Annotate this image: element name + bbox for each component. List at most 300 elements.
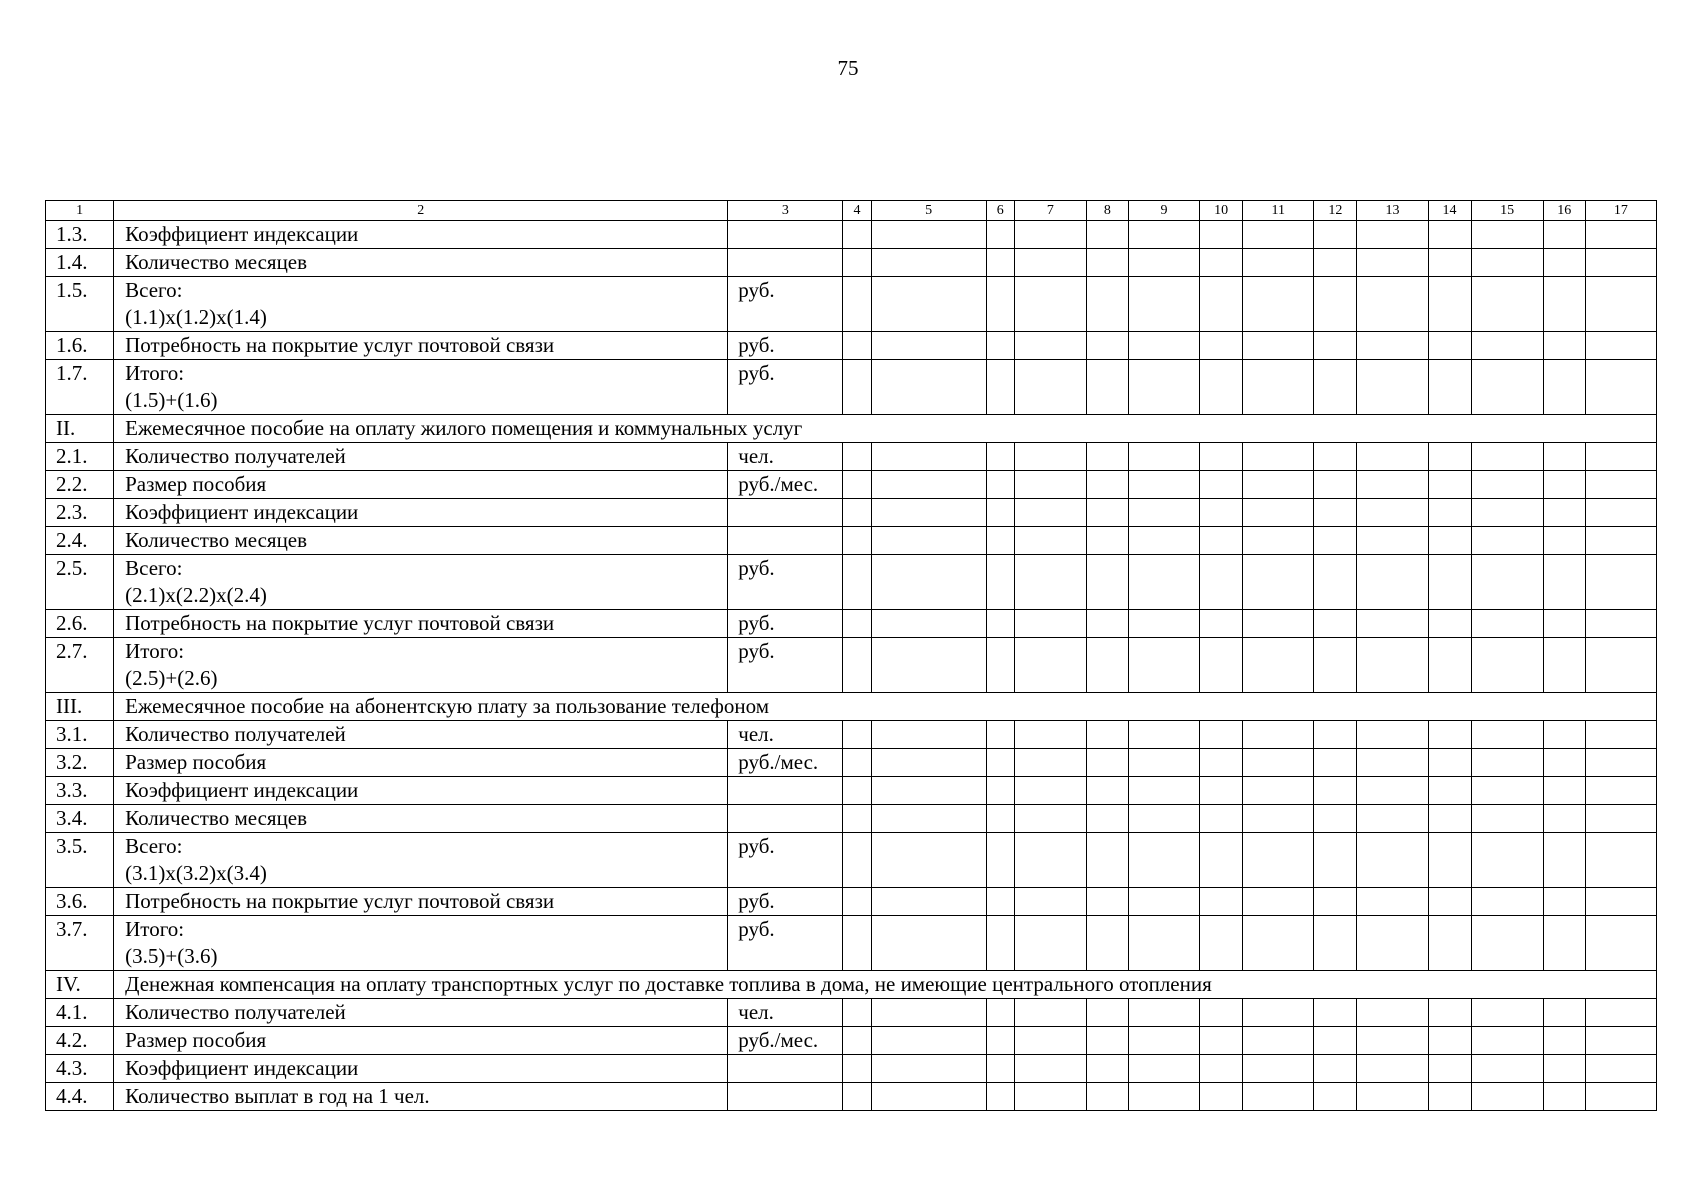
empty-value-cell	[1128, 277, 1199, 332]
empty-value-cell	[1086, 1083, 1128, 1111]
empty-value-cell	[1471, 777, 1543, 805]
empty-value-cell	[1243, 888, 1314, 916]
row-label: Всего:	[125, 278, 183, 302]
empty-value-cell	[1243, 638, 1314, 693]
empty-value-cell	[1543, 610, 1585, 638]
empty-value-cell	[1200, 805, 1243, 833]
empty-value-cell	[986, 471, 1014, 499]
empty-value-cell	[843, 833, 871, 888]
empty-value-cell	[1314, 777, 1357, 805]
empty-value-cell	[1428, 499, 1471, 527]
empty-value-cell	[986, 555, 1014, 610]
table-row	[46, 888, 1657, 916]
empty-value-cell	[1471, 499, 1543, 527]
empty-value-cell	[1086, 1055, 1128, 1083]
empty-value-cell	[1200, 527, 1243, 555]
row-label-cell	[114, 916, 728, 971]
row-number: 1.5.	[46, 277, 114, 332]
row-label: Итого:	[125, 639, 185, 663]
column-number-cell: 9	[1128, 201, 1199, 221]
row-number: 4.3.	[46, 1055, 114, 1083]
row-label-cell	[114, 999, 728, 1027]
table-row	[46, 638, 1657, 693]
row-number: 2.5.	[46, 555, 114, 610]
empty-value-cell	[1014, 499, 1086, 527]
empty-value-cell	[843, 888, 871, 916]
empty-value-cell	[1314, 916, 1357, 971]
empty-value-cell	[1243, 1027, 1314, 1055]
empty-value-cell	[986, 221, 1014, 249]
unit-cell: руб.	[728, 610, 843, 638]
column-number-cell: 6	[986, 201, 1014, 221]
row-formula: (3.5)+(3.6)	[125, 944, 218, 968]
empty-value-cell	[843, 360, 871, 415]
empty-value-cell	[1428, 249, 1471, 277]
empty-value-cell	[1471, 360, 1543, 415]
unit-cell: руб.	[728, 888, 843, 916]
row-label: Коэффициент индексации	[125, 500, 359, 524]
row-label: Коэффициент индексации	[125, 1056, 359, 1080]
column-number-cell: 5	[871, 201, 986, 221]
row-number: IV.	[46, 971, 114, 999]
budget-table	[45, 200, 1657, 1111]
empty-value-cell	[843, 916, 871, 971]
row-label: Размер пособия	[125, 472, 267, 496]
empty-value-cell	[1428, 833, 1471, 888]
table-row	[46, 221, 1657, 249]
empty-value-cell	[871, 721, 986, 749]
empty-value-cell	[1200, 1055, 1243, 1083]
row-number: 3.6.	[46, 888, 114, 916]
empty-value-cell	[1357, 999, 1428, 1027]
row-label: Количество выплат в год на 1 чел.	[125, 1084, 430, 1108]
empty-value-cell	[1086, 249, 1128, 277]
empty-value-cell	[1243, 721, 1314, 749]
empty-value-cell	[1243, 471, 1314, 499]
empty-value-cell	[1314, 360, 1357, 415]
row-label-cell	[114, 277, 728, 332]
empty-value-cell	[1314, 1055, 1357, 1083]
empty-value-cell	[1585, 1027, 1656, 1055]
empty-value-cell	[1471, 332, 1543, 360]
empty-value-cell	[1543, 221, 1585, 249]
row-label-cell	[114, 610, 728, 638]
empty-value-cell	[1471, 443, 1543, 471]
row-label: Коэффициент индексации	[125, 778, 359, 802]
row-label-cell	[114, 471, 728, 499]
empty-value-cell	[1314, 332, 1357, 360]
empty-value-cell	[843, 999, 871, 1027]
empty-value-cell	[986, 749, 1014, 777]
section-title: Ежемесячное пособие на абонентскую плату за пользование телефоном	[114, 693, 1657, 721]
unit-cell: руб.	[728, 638, 843, 693]
empty-value-cell	[1314, 277, 1357, 332]
column-number-cell: 2	[114, 201, 728, 221]
empty-value-cell	[1200, 610, 1243, 638]
empty-value-cell	[1428, 221, 1471, 249]
empty-value-cell	[1585, 332, 1656, 360]
unit-cell: руб.	[728, 332, 843, 360]
row-number: 1.6.	[46, 332, 114, 360]
row-number: 2.6.	[46, 610, 114, 638]
empty-value-cell	[1585, 999, 1656, 1027]
table-row	[46, 721, 1657, 749]
section-row	[46, 415, 1657, 443]
table-row	[46, 277, 1657, 332]
empty-value-cell	[843, 332, 871, 360]
empty-value-cell	[1086, 888, 1128, 916]
empty-value-cell	[1086, 749, 1128, 777]
row-label: Потребность на покрытие услуг почтовой связи	[125, 889, 555, 913]
empty-value-cell	[1357, 1055, 1428, 1083]
empty-value-cell	[1428, 610, 1471, 638]
empty-value-cell	[1471, 833, 1543, 888]
empty-value-cell	[1543, 499, 1585, 527]
row-label-cell	[114, 499, 728, 527]
empty-value-cell	[986, 360, 1014, 415]
empty-value-cell	[1428, 555, 1471, 610]
empty-value-cell	[1243, 221, 1314, 249]
table-row	[46, 443, 1657, 471]
row-number: 1.4.	[46, 249, 114, 277]
column-number-cell: 8	[1086, 201, 1128, 221]
empty-value-cell	[986, 916, 1014, 971]
table-header-row	[46, 201, 1657, 221]
empty-value-cell	[1200, 221, 1243, 249]
empty-value-cell	[1428, 277, 1471, 332]
row-formula: (2.5)+(2.6)	[125, 666, 218, 690]
empty-value-cell	[1314, 638, 1357, 693]
empty-value-cell	[871, 471, 986, 499]
empty-value-cell	[1128, 833, 1199, 888]
row-label: Количество получателей	[125, 1000, 346, 1024]
empty-value-cell	[986, 332, 1014, 360]
table-row	[46, 777, 1657, 805]
empty-value-cell	[1014, 916, 1086, 971]
empty-value-cell	[1471, 277, 1543, 332]
empty-value-cell	[1128, 1027, 1199, 1055]
empty-value-cell	[1086, 527, 1128, 555]
empty-value-cell	[871, 332, 986, 360]
empty-value-cell	[1200, 471, 1243, 499]
empty-value-cell	[986, 999, 1014, 1027]
empty-value-cell	[1314, 443, 1357, 471]
empty-value-cell	[1543, 332, 1585, 360]
empty-value-cell	[1243, 360, 1314, 415]
empty-value-cell	[871, 610, 986, 638]
empty-value-cell	[1086, 499, 1128, 527]
empty-value-cell	[1357, 471, 1428, 499]
empty-value-cell	[1428, 332, 1471, 360]
empty-value-cell	[1243, 527, 1314, 555]
empty-value-cell	[843, 277, 871, 332]
empty-value-cell	[1200, 332, 1243, 360]
row-label: Количество месяцев	[125, 250, 308, 274]
empty-value-cell	[1200, 360, 1243, 415]
empty-value-cell	[1471, 888, 1543, 916]
row-label: Потребность на покрытие услуг почтовой связи	[125, 611, 555, 635]
empty-value-cell	[1428, 638, 1471, 693]
empty-value-cell	[1314, 610, 1357, 638]
empty-value-cell	[1243, 249, 1314, 277]
row-formula: (3.1)x(3.2)x(3.4)	[125, 861, 267, 885]
empty-value-cell	[1243, 1083, 1314, 1111]
empty-value-cell	[1543, 999, 1585, 1027]
empty-value-cell	[1243, 443, 1314, 471]
table-row	[46, 332, 1657, 360]
empty-value-cell	[1128, 360, 1199, 415]
empty-value-cell	[1014, 471, 1086, 499]
empty-value-cell	[1543, 1027, 1585, 1055]
empty-value-cell	[871, 999, 986, 1027]
row-label: Итого:	[125, 361, 185, 385]
row-label-cell	[114, 249, 728, 277]
section-row	[46, 693, 1657, 721]
table-row	[46, 360, 1657, 415]
unit-cell: руб.	[728, 360, 843, 415]
empty-value-cell	[1357, 1027, 1428, 1055]
empty-value-cell	[1014, 721, 1086, 749]
empty-value-cell	[1471, 471, 1543, 499]
empty-value-cell	[1014, 777, 1086, 805]
empty-value-cell	[843, 721, 871, 749]
empty-value-cell	[1128, 1083, 1199, 1111]
empty-value-cell	[1357, 221, 1428, 249]
empty-value-cell	[871, 1055, 986, 1083]
empty-value-cell	[1428, 721, 1471, 749]
empty-value-cell	[1014, 805, 1086, 833]
empty-value-cell	[1543, 527, 1585, 555]
row-label: Количество месяцев	[125, 528, 308, 552]
table-row	[46, 1055, 1657, 1083]
empty-value-cell	[1585, 555, 1656, 610]
empty-value-cell	[1357, 527, 1428, 555]
empty-value-cell	[1357, 749, 1428, 777]
empty-value-cell	[1471, 527, 1543, 555]
empty-value-cell	[843, 777, 871, 805]
empty-value-cell	[1585, 277, 1656, 332]
empty-value-cell	[1200, 916, 1243, 971]
table-body	[46, 201, 1657, 1111]
column-number-cell: 1	[46, 201, 114, 221]
table-row	[46, 1027, 1657, 1055]
empty-value-cell	[843, 499, 871, 527]
empty-value-cell	[1200, 499, 1243, 527]
row-number: 1.3.	[46, 221, 114, 249]
empty-value-cell	[1086, 221, 1128, 249]
empty-value-cell	[1471, 221, 1543, 249]
empty-value-cell	[1128, 332, 1199, 360]
empty-value-cell	[1357, 833, 1428, 888]
empty-value-cell	[1471, 1055, 1543, 1083]
unit-cell	[728, 249, 843, 277]
empty-value-cell	[1428, 360, 1471, 415]
row-number: 2.3.	[46, 499, 114, 527]
empty-value-cell	[1585, 916, 1656, 971]
empty-value-cell	[1314, 805, 1357, 833]
empty-value-cell	[1243, 610, 1314, 638]
row-label-cell	[114, 1027, 728, 1055]
unit-cell	[728, 777, 843, 805]
empty-value-cell	[1314, 999, 1357, 1027]
row-label: Количество месяцев	[125, 806, 308, 830]
row-label-cell	[114, 1055, 728, 1083]
empty-value-cell	[1128, 443, 1199, 471]
empty-value-cell	[1200, 443, 1243, 471]
empty-value-cell	[986, 805, 1014, 833]
empty-value-cell	[1471, 610, 1543, 638]
empty-value-cell	[1200, 999, 1243, 1027]
empty-value-cell	[1543, 833, 1585, 888]
empty-value-cell	[1014, 249, 1086, 277]
empty-value-cell	[1086, 360, 1128, 415]
empty-value-cell	[1428, 471, 1471, 499]
empty-value-cell	[1428, 1027, 1471, 1055]
empty-value-cell	[986, 1055, 1014, 1083]
empty-value-cell	[1200, 638, 1243, 693]
row-label-cell	[114, 721, 728, 749]
empty-value-cell	[1471, 249, 1543, 277]
empty-value-cell	[1314, 471, 1357, 499]
table-row	[46, 833, 1657, 888]
empty-value-cell	[1428, 749, 1471, 777]
empty-value-cell	[1543, 888, 1585, 916]
empty-value-cell	[1128, 555, 1199, 610]
empty-value-cell	[1243, 777, 1314, 805]
empty-value-cell	[1128, 888, 1199, 916]
empty-value-cell	[1243, 499, 1314, 527]
empty-value-cell	[1585, 1083, 1656, 1111]
empty-value-cell	[1357, 555, 1428, 610]
empty-value-cell	[1428, 443, 1471, 471]
column-number-cell: 11	[1243, 201, 1314, 221]
empty-value-cell	[843, 638, 871, 693]
empty-value-cell	[986, 527, 1014, 555]
unit-cell: чел.	[728, 999, 843, 1027]
empty-value-cell	[1357, 610, 1428, 638]
empty-value-cell	[1086, 777, 1128, 805]
empty-value-cell	[1585, 638, 1656, 693]
empty-value-cell	[843, 249, 871, 277]
empty-value-cell	[986, 443, 1014, 471]
empty-value-cell	[1543, 443, 1585, 471]
empty-value-cell	[1471, 916, 1543, 971]
empty-value-cell	[871, 555, 986, 610]
empty-value-cell	[1086, 916, 1128, 971]
row-formula: (1.1)x(1.2)x(1.4)	[125, 305, 267, 329]
unit-cell: руб./мес.	[728, 749, 843, 777]
empty-value-cell	[1243, 999, 1314, 1027]
empty-value-cell	[1314, 749, 1357, 777]
empty-value-cell	[1428, 1083, 1471, 1111]
empty-value-cell	[1543, 1055, 1585, 1083]
empty-value-cell	[1585, 777, 1656, 805]
row-number: 3.7.	[46, 916, 114, 971]
empty-value-cell	[1086, 332, 1128, 360]
empty-value-cell	[1314, 221, 1357, 249]
empty-value-cell	[1014, 833, 1086, 888]
empty-value-cell	[1128, 805, 1199, 833]
empty-value-cell	[1471, 999, 1543, 1027]
empty-value-cell	[986, 610, 1014, 638]
row-number: 3.4.	[46, 805, 114, 833]
empty-value-cell	[1357, 721, 1428, 749]
empty-value-cell	[1357, 360, 1428, 415]
empty-value-cell	[1314, 833, 1357, 888]
empty-value-cell	[1128, 749, 1199, 777]
empty-value-cell	[1200, 249, 1243, 277]
empty-value-cell	[1200, 777, 1243, 805]
row-label-cell	[114, 1083, 728, 1111]
empty-value-cell	[1357, 277, 1428, 332]
empty-value-cell	[1471, 638, 1543, 693]
empty-value-cell	[1128, 249, 1199, 277]
empty-value-cell	[1585, 1055, 1656, 1083]
empty-value-cell	[1543, 555, 1585, 610]
column-number-cell: 17	[1585, 201, 1656, 221]
empty-value-cell	[1200, 1083, 1243, 1111]
row-label-cell	[114, 638, 728, 693]
row-number: 2.4.	[46, 527, 114, 555]
row-label: Количество получателей	[125, 444, 346, 468]
unit-cell	[728, 805, 843, 833]
empty-value-cell	[871, 916, 986, 971]
empty-value-cell	[1585, 249, 1656, 277]
empty-value-cell	[843, 443, 871, 471]
unit-cell: руб.	[728, 277, 843, 332]
empty-value-cell	[1543, 277, 1585, 332]
empty-value-cell	[1014, 332, 1086, 360]
empty-value-cell	[871, 443, 986, 471]
empty-value-cell	[986, 777, 1014, 805]
empty-value-cell	[1014, 638, 1086, 693]
table-row	[46, 471, 1657, 499]
empty-value-cell	[871, 277, 986, 332]
empty-value-cell	[843, 555, 871, 610]
empty-value-cell	[1471, 555, 1543, 610]
unit-cell: чел.	[728, 443, 843, 471]
empty-value-cell	[1200, 555, 1243, 610]
empty-value-cell	[1543, 805, 1585, 833]
empty-value-cell	[871, 221, 986, 249]
table-row	[46, 527, 1657, 555]
unit-cell: руб.	[728, 916, 843, 971]
row-number: 3.1.	[46, 721, 114, 749]
empty-value-cell	[1585, 527, 1656, 555]
table-row	[46, 916, 1657, 971]
table-row	[46, 805, 1657, 833]
empty-value-cell	[1128, 1055, 1199, 1083]
empty-value-cell	[1357, 888, 1428, 916]
empty-value-cell	[986, 888, 1014, 916]
row-number: 3.2.	[46, 749, 114, 777]
empty-value-cell	[1585, 610, 1656, 638]
empty-value-cell	[1243, 833, 1314, 888]
empty-value-cell	[1014, 749, 1086, 777]
empty-value-cell	[1128, 721, 1199, 749]
empty-value-cell	[1314, 499, 1357, 527]
row-label-cell	[114, 833, 728, 888]
row-label: Размер пособия	[125, 750, 267, 774]
empty-value-cell	[1014, 1027, 1086, 1055]
empty-value-cell	[1428, 777, 1471, 805]
unit-cell	[728, 221, 843, 249]
empty-value-cell	[871, 527, 986, 555]
empty-value-cell	[1357, 638, 1428, 693]
empty-value-cell	[1585, 471, 1656, 499]
empty-value-cell	[1585, 749, 1656, 777]
empty-value-cell	[871, 1027, 986, 1055]
